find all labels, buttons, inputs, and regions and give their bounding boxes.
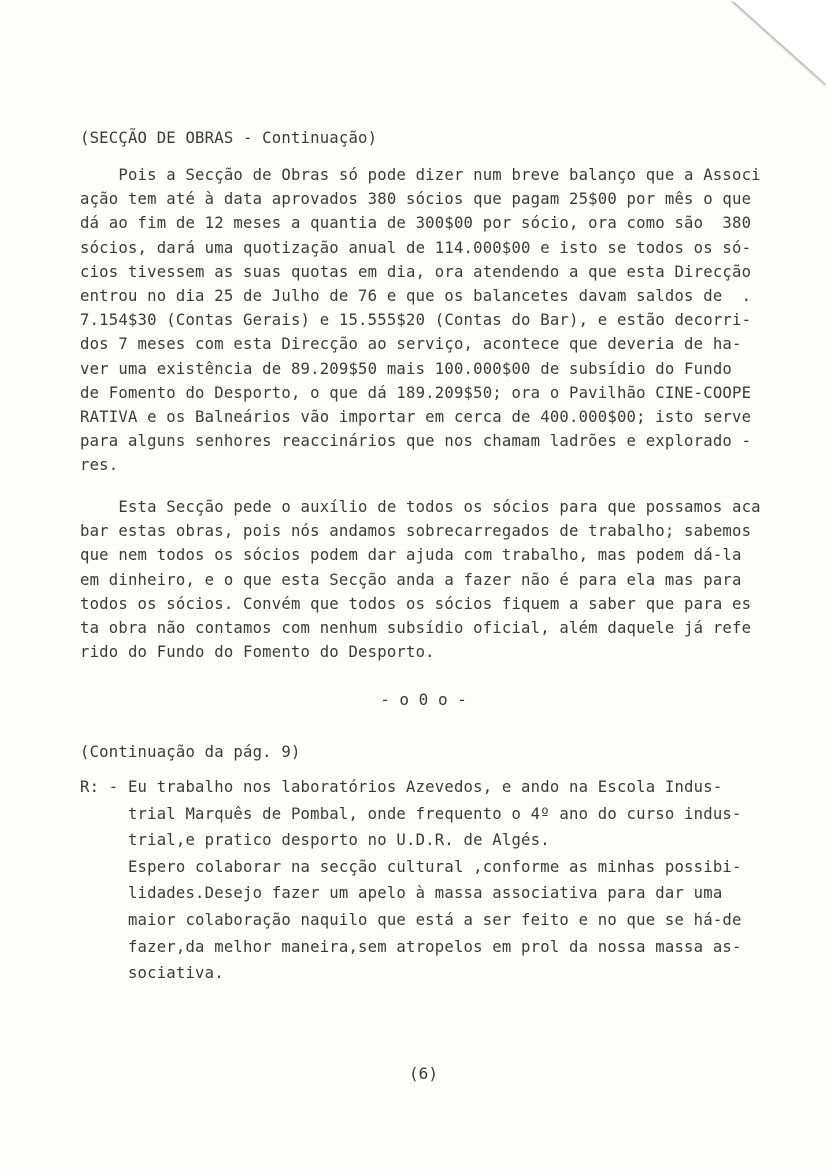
page-number: (6) [409, 1064, 438, 1083]
text-line: dá ao fim de 12 meses a quantia de 300$00 por sócio, ora como são 380 [80, 214, 752, 233]
text-line: ver uma existência de 89.209$50 mais 100.000$00 de subsídio do Fundo [80, 359, 732, 378]
text-line: todos os sócios. Convém que todos os sócios fiquem a saber que para es [80, 594, 752, 613]
text-line: 7.154$30 (Contas Gerais) e 15.555$20 (Contas do Bar), e estão decorri- [80, 311, 752, 330]
text-line: rido do Fundo do Fomento do Desporto. [80, 643, 435, 662]
text-line: de Fomento do Desporto, o que dá 189.209$50; ora o Pavilhão CINE-COOPE [80, 383, 752, 402]
text-line: dos 7 meses com esta Direcção ao serviço, acontece que deveria de ha- [80, 335, 742, 354]
text-line: em dinheiro, e o que esta Secção anda a fazer não é para ela mas para [80, 570, 742, 589]
text-line: res. [80, 456, 119, 475]
text-line: ação tem até à data aprovados 380 sócios que pagam 25$00 por mês o que [80, 190, 752, 209]
text-line: cios tivessem as suas quotas em dia, ora atendendo a que esta Direcção [80, 262, 752, 281]
text-line: trial,e pratico desporto no U.D.R. de Algés. [80, 831, 550, 850]
text-line: Esta Secção pede o auxílio de todos os sócios para que possamos aca [80, 498, 761, 516]
text-line: bar estas obras, pois nós andamos sobrecarregados de trabalho; sabemos [80, 522, 752, 541]
text-line: fazer,da melhor maneira,sem atropelos em prol da nossa massa as- [80, 937, 742, 956]
text-line: Espero colaborar na secção cultural ,conforme as minhas possibi- [80, 857, 742, 876]
text-line: RATIVA e os Balneários vão importar em cerca de 400.000$00; isto serve [80, 408, 752, 426]
text-line: R: - Eu trabalho nos laboratórios Azevedos, e ando na Escola Indus- [80, 778, 723, 796]
separator: - o 0 o - [380, 690, 467, 709]
continuation-heading: (Continuação da pág. 9) [80, 743, 301, 761]
section-heading: (SECÇÃO DE OBRAS - Continuação) [80, 129, 378, 147]
text-line: entrou no dia 25 de Julho de 76 e que os balancetes davam saldos de . [80, 287, 752, 305]
text-line: maior colaboração naquilo que está a ser feito e no que se há-de [80, 911, 742, 929]
text-line: Pois a Secção de Obras só pode dizer num breve balanço que a Associ [80, 166, 761, 184]
text-line: lidades.Desejo fazer um apelo à massa associativa para dar uma [80, 884, 723, 903]
text-line: sociativa. [80, 964, 224, 983]
page-corner-fold [732, 0, 827, 85]
text-line: sócios, dará uma quotização anual de 114.000$00 e isto se todos os só- [80, 238, 752, 257]
text-line: trial Marquês de Pombal, onde frequento o 4º ano do curso indus- [80, 804, 742, 823]
text-line: que nem todos os sócios podem dar ajuda com trabalho, mas podem dá-la [80, 546, 742, 565]
text-line: ta obra não contamos com nenhum subsídio oficial, além daquele já refe [80, 619, 752, 637]
text-line: para alguns senhores reaccinários que nos chamam ladrões e explorado - [80, 432, 752, 451]
